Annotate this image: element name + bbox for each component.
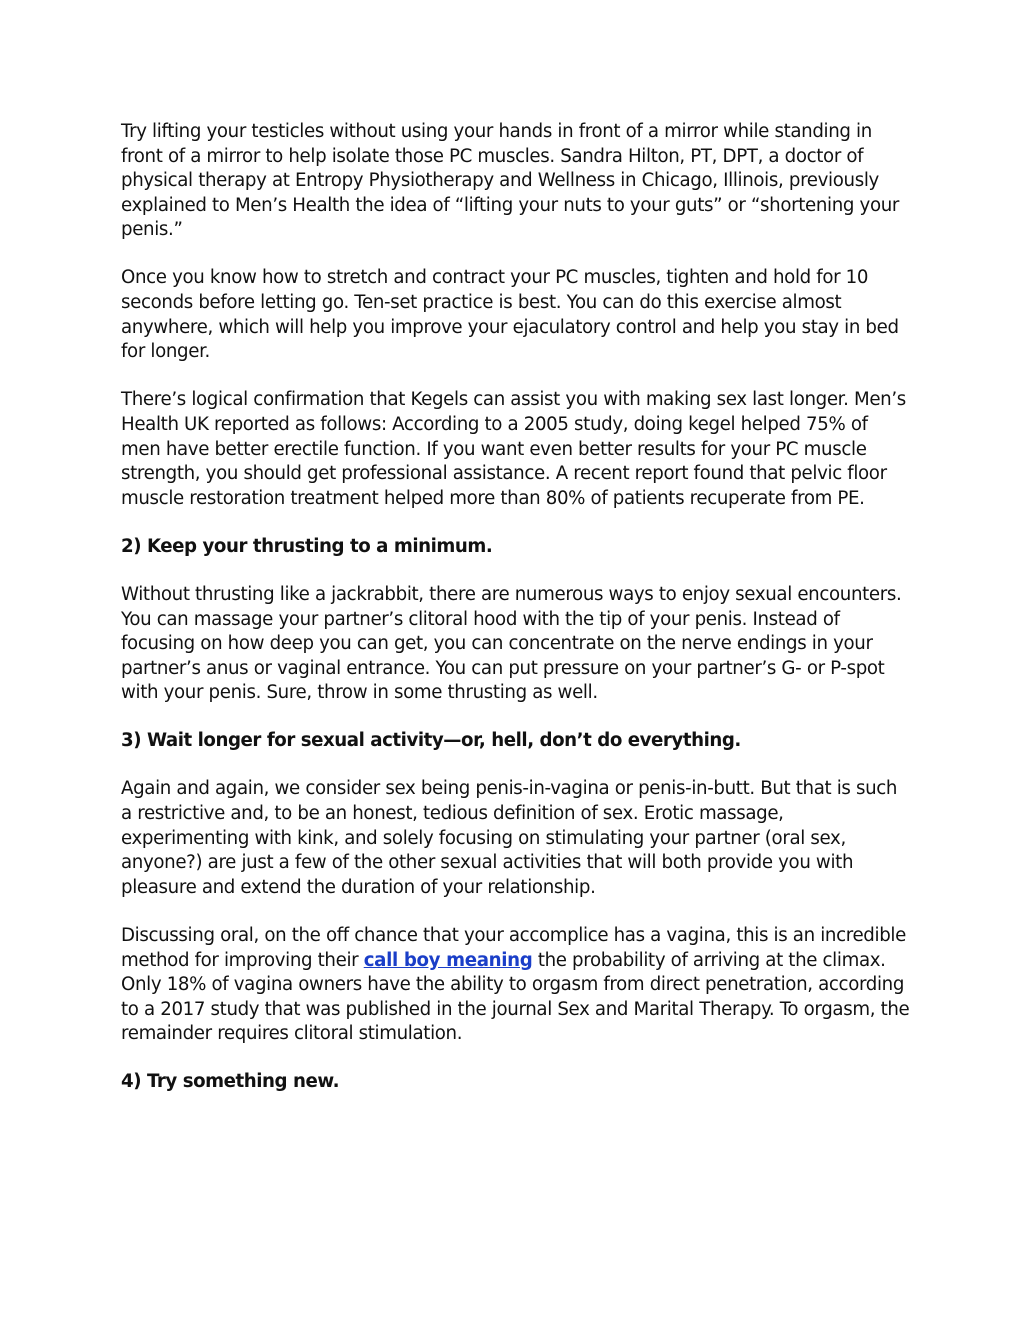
heading-try-new: 4) Try something new.: [121, 1071, 340, 1093]
paragraph-oral-text-start: Discussing oral, on the off chance that your accomplice has a vagina, this is an incredible method for improving their: [121, 924, 906, 971]
document-page: [121, 120, 911, 1119]
paragraph-pc-hold: Once you know how to stretch and contract your PC muscles, tighten and hold for 10 seconds before letting go. Ten-set practice is best. You can do this exercise almost anywhere, which will help you improve your ejaculatory control and help you stay in bed for longer.: [121, 267, 899, 363]
heading-thrusting: 2) Keep your thrusting to a minimum.: [121, 535, 493, 557]
paragraph-kegel-evidence: There’s logical confirmation that Kegels can assist you with making sex last longer. Men’s Health UK reported as follows: According to a 2005 study, doing kegel helped 75% of men have better erectile function. If you want even better results for your PC muscle strength, you should get professional assistance. A recent report found that pelvic floor muscle restoration treatment helped more than 80% of patients recuperate from PE.: [121, 389, 906, 509]
heading-wait-longer: 3) Wait longer for sexual activity—or, hell, don’t do everything.: [121, 730, 741, 752]
paragraph-thrusting: Without thrusting like a jackrabbit, there are numerous ways to enjoy sexual encounters. You can massage your partner’s clitoral hood with the tip of your penis. Instead of focusing on how deep you can get, you can concentrate on the nerve endings in your partner’s anus or vaginal entrance. You can put pressure on your partner’s G- or P-spot with your penis. Sure, throw in some thrusting as well.: [121, 583, 902, 704]
paragraph-oral-text-end: the probability of arriving at the climax. Only 18% of vagina owners have the ability to orgasm from direct penetration, according to a 2017 study that was published in the journal Sex and Marital Therapy. To orgasm, the remainder requires clitoral stimulation.: [121, 949, 910, 1045]
call-boy-meaning-link[interactable]: call boy meaning: [363, 949, 533, 971]
paragraph-kegel-mirror: Try lifting your testicles without using your hands in front of a mirror while standing in front of a mirror to help isolate those PC muscles. Sandra Hilton, PT, DPT, a doctor of physical therapy at Entropy Physiotherapy and Wellness in Chicago, Illinois, previously explained to Men’s Health the idea of “lifting your nuts to your guts” or “shortening your penis.”: [121, 121, 900, 241]
paragraph-definition-of-sex: Again and again, we consider sex being penis-in-vagina or penis-in-butt. But that is such a restrictive and, to be an honest, tedious definition of sex. Erotic massage, experimenting with kink, and solely focusing on stimulating your partner (oral sex, anyone?) are just a few of the other sexual activities that will both provide you with pleasure and extend the duration of your relationship.: [121, 778, 898, 898]
paragraph-oral: [121, 924, 911, 1047]
